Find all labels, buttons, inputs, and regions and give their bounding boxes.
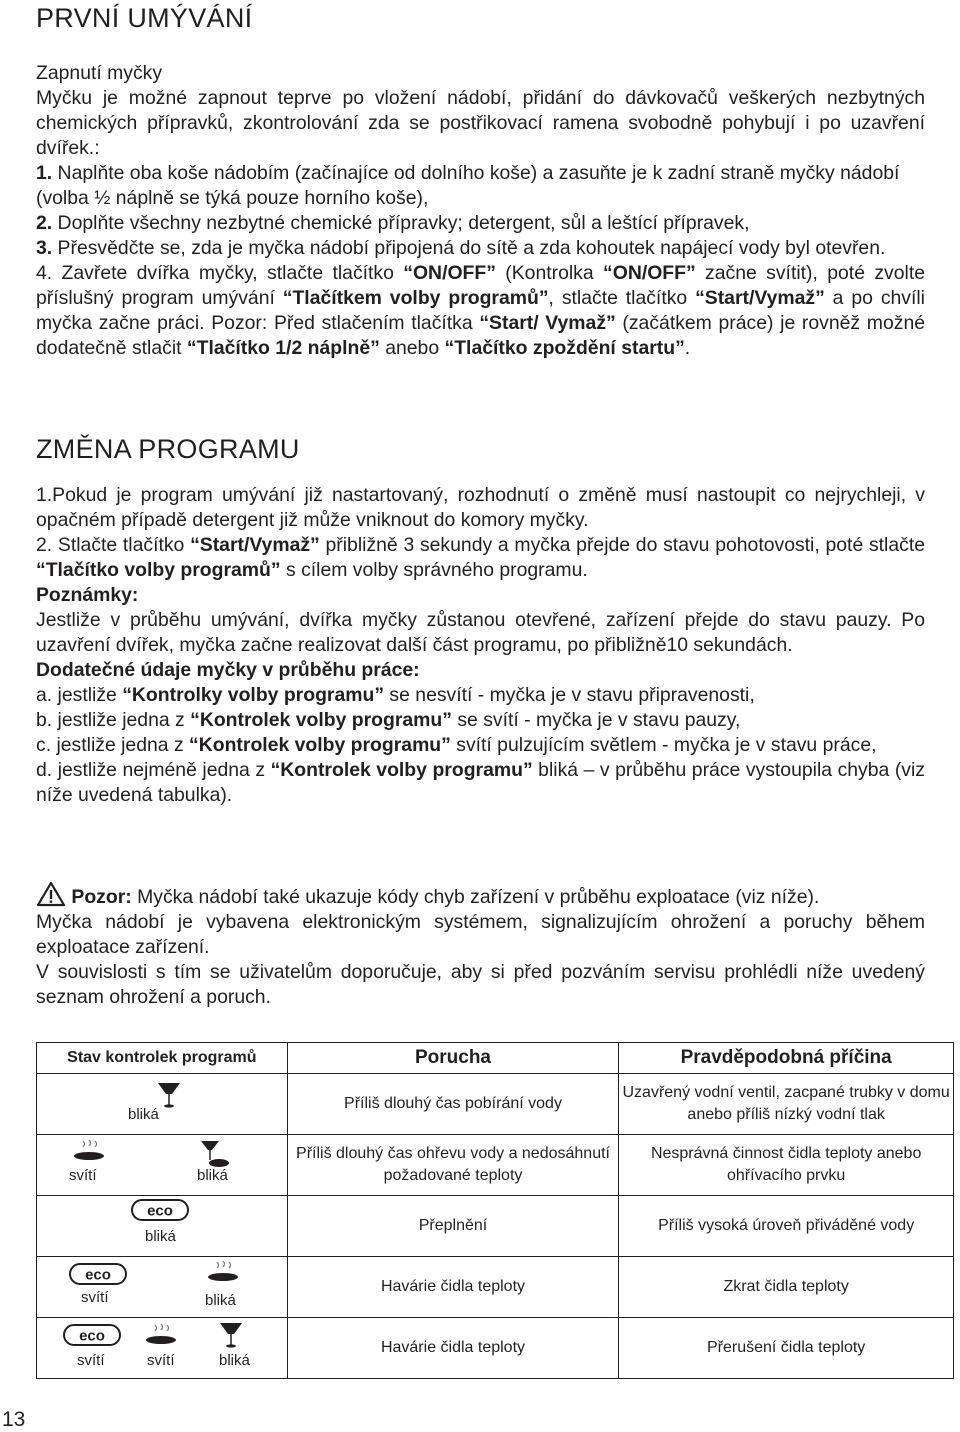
cause-cell: Zkrat čidla teploty — [619, 1257, 954, 1318]
page-number: 13 — [2, 1408, 26, 1431]
notes-text: Jestliže v průběhu umývání, dvířka myčky zůstanou otevřené, zařízení přejde do stavu pauzy. Po uzavření dvířek, myčka začne realizovat další část programu, po přibližně10 sekundách. — [36, 609, 925, 656]
step-4: 4. Zavřete dvířka myčky, stlačte tlačítko “ON/OFF” (Kontrolka “ON/OFF” začne svítit), poté zvolte příslušný program umývání “Tlačítkem volby programů”, stlačte tlačítko “Start/Vymaž” a po chvíli myčka začne práci. Pozor: Před stlačením tlačítka “Start/ Vymaž” (začátkem práce) je rovněž možné dodatečně stlačit “Tlačítko 1/2 náplně” anebo “Tlačítko zpoždění startu”. — [36, 262, 926, 359]
eco-icon — [63, 1324, 121, 1346]
intro-text: Myčku je možné zapnout teprve po vložení nádobí, přidání do dávkovačů veškerých nezbytných chemických přípravků, zkontrolování zda se postřikovací ramena svobodně pohybují i po uzavření dvířek.: — [36, 87, 925, 159]
note-item-d: d. jestliže nejméně jedna z “Kontrolek volby programu” bliká – v průběhu práce vystoupila chyba (viz níže uvedená tabulka). — [36, 759, 925, 806]
warning-line: Pozor: Myčka nádobí také ukazuje kódy chyb zařízení v průběhu exploatace (viz níže). — [36, 881, 925, 910]
table-row — [37, 1074, 954, 1135]
cause-cell: Uzavřený vodní ventil, zacpané trubky v domu anebo příliš nízký vodní tlak — [619, 1074, 954, 1135]
eco-icon — [69, 1263, 127, 1285]
table-row — [37, 1135, 954, 1196]
change-point-1: 1.Pokud je program umývání již nastartovaný, rozhodnutí o změně musí nastoupit co nejrychleji, v opačném případě detergent již může vniknout do komory myčky. — [36, 484, 925, 531]
note-item-c: c. jestliže jedna z “Kontrolek volby programu” svítí pulzujícím světlem - myčka je v stavu práce, — [36, 734, 877, 756]
bowl-icon — [71, 1139, 107, 1165]
step-2: 2. Doplňte všechny nezbytné chemické přípravky; detergent, sůl a leštící přípravek, — [36, 212, 750, 234]
glass-icon — [155, 1080, 183, 1110]
svg-text:eco: eco — [147, 1202, 173, 1220]
indicator-cell: eco svítí bliká — [37, 1257, 287, 1317]
fault-cell: Příliš dlouhý čas pobírání vody — [287, 1074, 619, 1135]
cause-cell: Přerušení čidla teploty — [619, 1318, 954, 1379]
error-table — [36, 1042, 954, 1379]
glass-icon — [217, 1320, 245, 1350]
indicator-cell: bliká — [37, 1074, 287, 1134]
cause-cell: Nesprávná činnost čidla teploty anebo ohřívacího prvku — [619, 1135, 954, 1196]
table-row — [37, 1196, 954, 1257]
step-3: 3. Přesvědčte se, zda je myčka nádobí připojená do sítě a zda kohoutek napájecí vody byl otevřen. — [36, 237, 886, 259]
fault-cell: Havárie čidla teploty — [287, 1318, 619, 1379]
fault-cell: Příliš dlouhý čas ohřevu vody a nedosáhnutí požadované teploty — [287, 1135, 619, 1196]
warning-triangle-icon — [36, 881, 66, 907]
intro-section — [36, 61, 925, 361]
section-heading: ZMĚNA PROGRAMU — [36, 434, 300, 464]
page-heading: PRVNÍ UMÝVÁNÍ — [36, 3, 253, 33]
change-point-2: 2. Stlačte tlačítko “Start/Vymaž” přibližně 3 sekundy a myčka přejde do stavu pohotovosti, poté stlačte “Tlačítko volby programů” s cílem volby správného programu. — [36, 534, 925, 581]
header-cause: Pravděpodobná příčina — [619, 1043, 954, 1074]
indicator-cell: eco bliká — [37, 1196, 287, 1256]
notes-title: Poznámky: — [36, 584, 139, 606]
table-row — [37, 1318, 954, 1379]
note-item-a: a. jestliže “Kontrolky volby programu” se nesvítí - myčka je v stavu připravenosti, — [36, 684, 755, 706]
notes-subtitle: Dodatečné údaje myčky v průběhu práce: — [36, 659, 420, 681]
header-fault: Porucha — [287, 1043, 619, 1074]
bowl-icon — [143, 1323, 179, 1349]
header-indicators: Stav kontrolek programů — [37, 1043, 288, 1074]
warning-text-2: Myčka nádobí je vybavena elektronickým systémem, signalizujícím ohrožení a poruchy během exploatace zařízení. — [36, 911, 925, 958]
svg-text:eco: eco — [85, 1266, 111, 1284]
bowl-icon — [205, 1260, 241, 1286]
step-1: 1. Naplňte oba koše nádobím (začínajíce od dolního koše) a zasuňte je k zadní straně myčky nádobí (volba ½ náplně se týká pouze horního koše), — [36, 162, 900, 209]
table-row — [37, 1257, 954, 1318]
warning-section — [36, 881, 925, 1010]
fault-cell: Přeplnění — [287, 1196, 619, 1257]
intro-title: Zapnutí myčky — [36, 62, 163, 84]
note-item-b: b. jestliže jedna z “Kontrolek volby programu” se svítí - myčka je v stavu pauzy, — [36, 709, 741, 731]
warning-text-3: V souvislosti s tím se uživatelům doporučuje, aby si před pozváním servisu prohlédli níže uvedený seznam ohrožení a poruch. — [36, 961, 925, 1008]
indicator-cell: eco svítí svítí bliká — [37, 1318, 287, 1378]
cause-cell: Příliš vysoká úroveň přiváděné vody — [619, 1196, 954, 1257]
indicator-cell: svítí bliká — [37, 1135, 287, 1195]
eco-icon — [131, 1199, 189, 1221]
fault-cell: Havárie čidla teploty — [287, 1257, 619, 1318]
svg-text:eco: eco — [79, 1327, 105, 1345]
table-header-row — [37, 1043, 954, 1074]
change-section — [36, 483, 925, 808]
